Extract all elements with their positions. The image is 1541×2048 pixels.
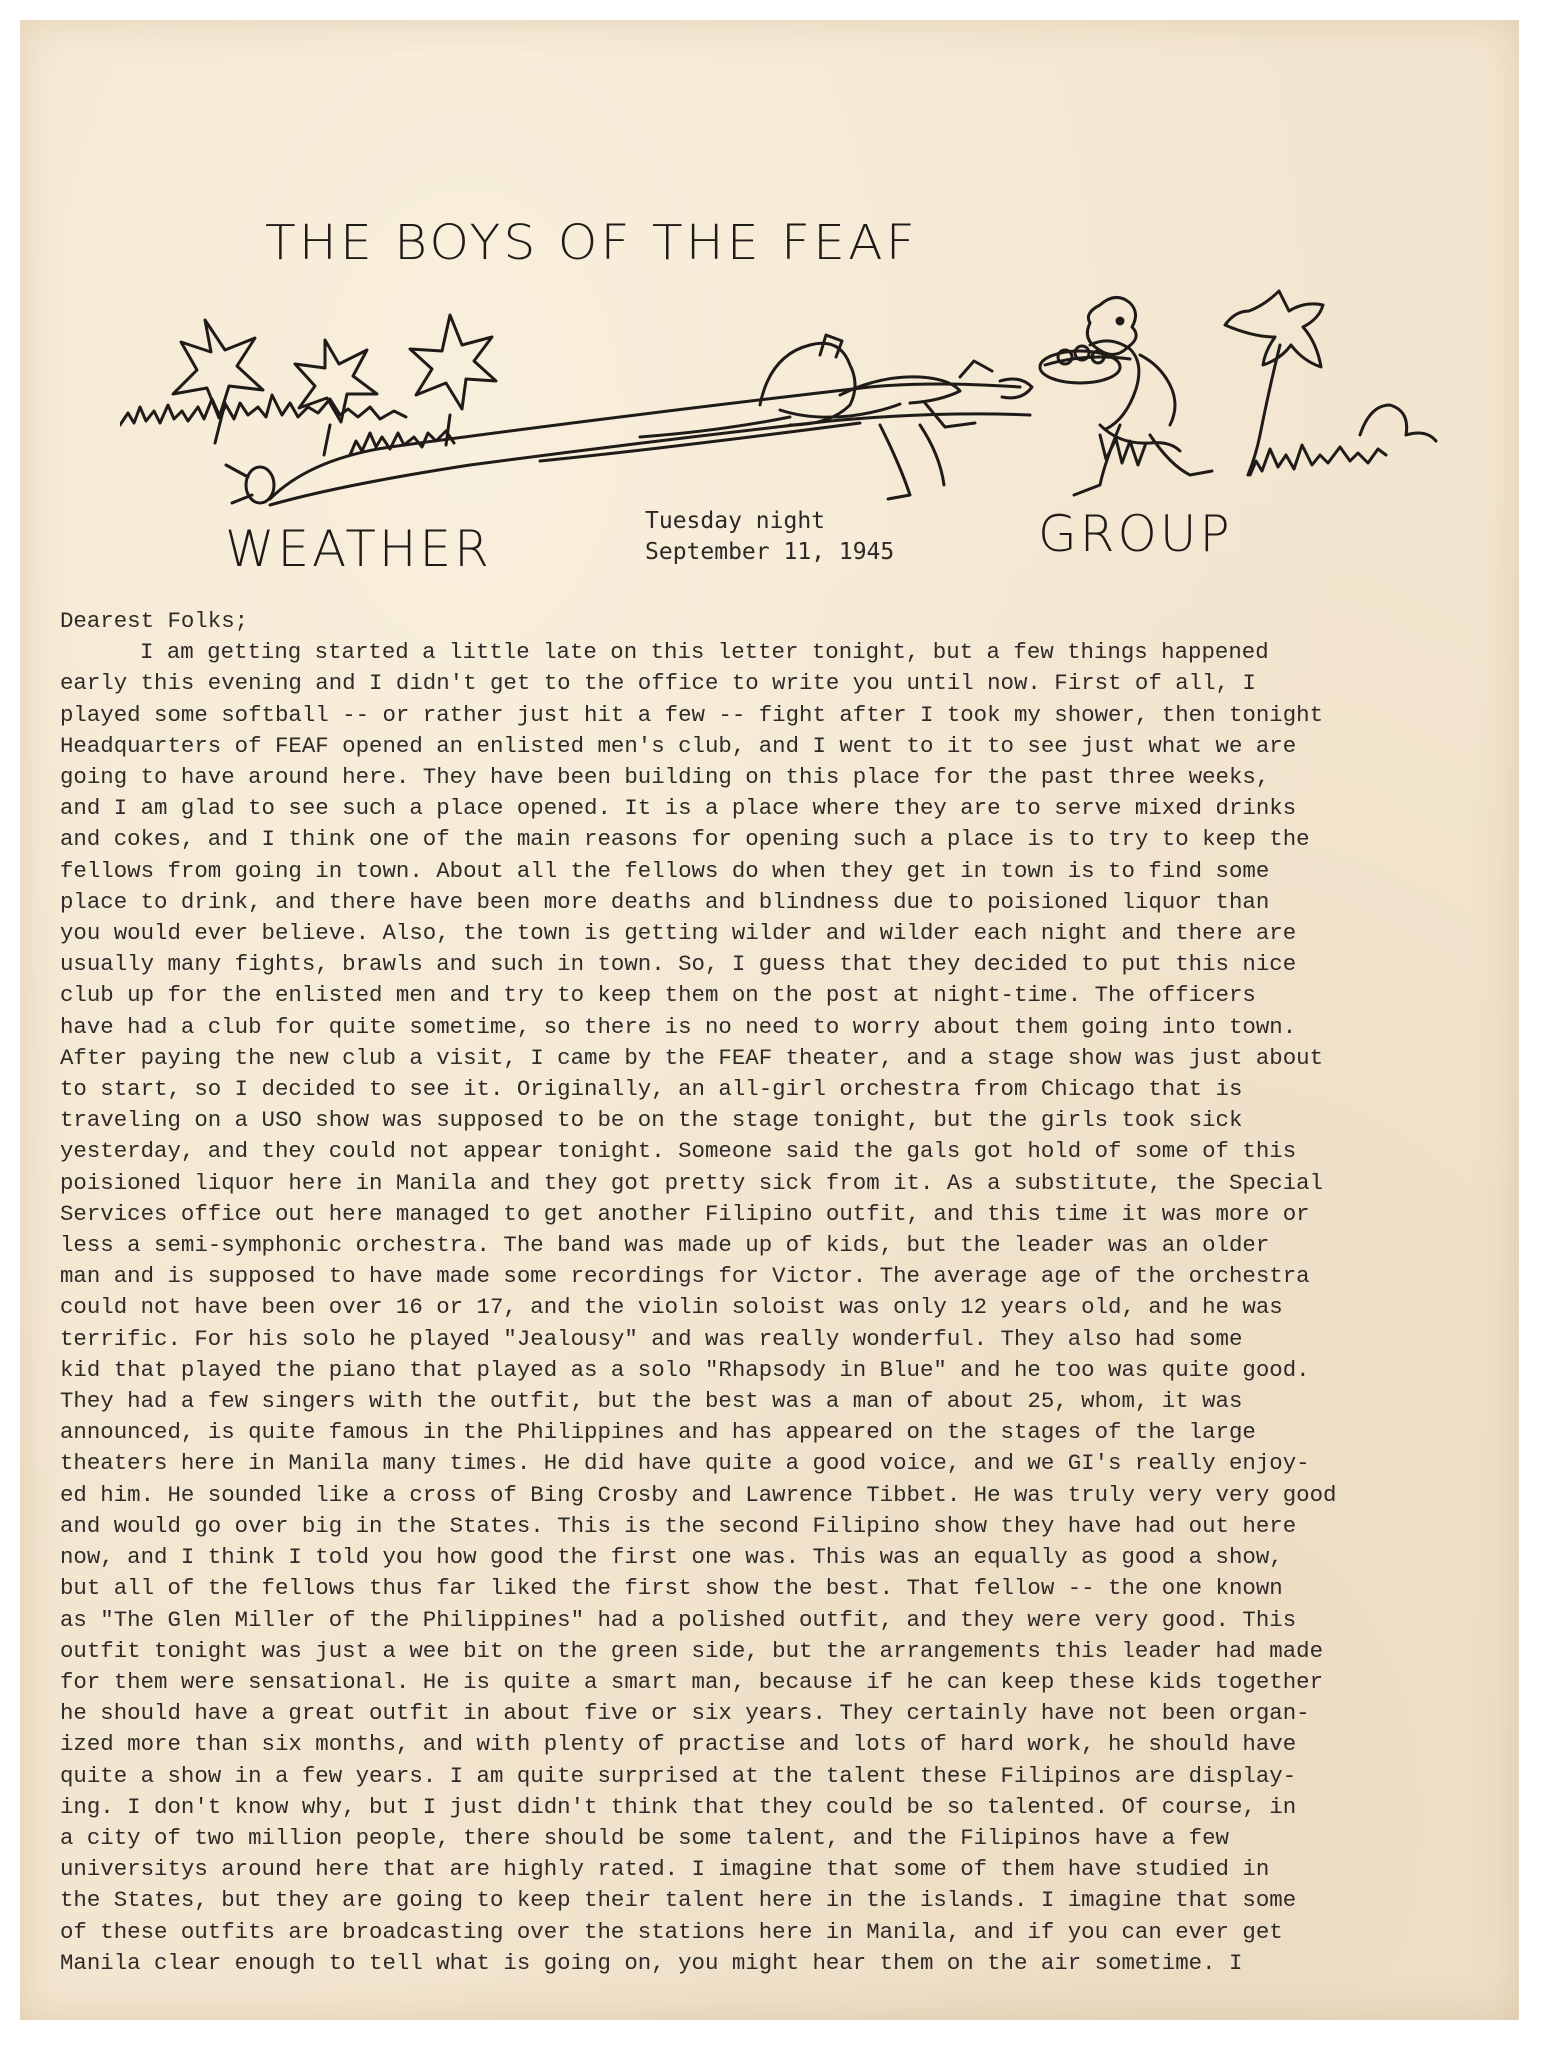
letter-line: traveling on a USO show was supposed to be on the stage tonight, but the girls took sick bbox=[60, 1107, 1243, 1134]
letter-line: of these outfits are broadcasting over the stations here in Manila, and if you can ever get bbox=[60, 1918, 1283, 1945]
letter-line: ing. I don't know why, but I just didn't think that they could be so talented. Of course, in bbox=[60, 1793, 1297, 1820]
letter-line: theaters here in Manila many times. He did have quite a good voice, and we GI's really enjoy- bbox=[60, 1450, 1310, 1477]
letter-line: and I am glad to see such a place opened. It is a place where they are to serve mixed drinks bbox=[60, 795, 1297, 822]
letterhead-weather: WEATHER bbox=[225, 520, 492, 578]
letter-line: to start, so I decided to see it. Originally, an all-girl orchestra from Chicago that is bbox=[60, 1076, 1243, 1103]
letter-line: yesterday, and they could not appear tonight. Someone said the gals got hold of some of this bbox=[60, 1138, 1297, 1165]
letter-line: Services office out here managed to get another Filipino outfit, and this time it was more or bbox=[60, 1200, 1310, 1227]
letter-line: terrific. For his solo he played "Jealousy" and was really wonderful. They also had some bbox=[60, 1325, 1243, 1352]
letterhead-illustration bbox=[120, 285, 1450, 510]
letter-line: and cokes, and I think one of the main reasons for opening such a place is to try to keep the bbox=[60, 826, 1310, 853]
letter-line: the States, but they are going to keep their talent here in the islands. I imagine that some bbox=[60, 1887, 1297, 1914]
letter-line: he should have a great outfit in about five or six years. They certainly have not been organ- bbox=[60, 1700, 1310, 1727]
letter-line: After paying the new club a visit, I came by the FEAF theater, and a stage show was just about bbox=[60, 1044, 1324, 1071]
letter-body bbox=[60, 606, 1510, 1979]
star-icon bbox=[173, 320, 263, 418]
letter-line: quite a show in a few years. I am quite surprised at the talent these Filipinos are display- bbox=[60, 1762, 1297, 1789]
letter-line: fellows from going in town. About all the fellows do when they get in town is to find some bbox=[60, 857, 1270, 884]
letter-line: Headquarters of FEAF opened an enlisted men's club, and I went to it to see just what we are bbox=[60, 732, 1297, 759]
letterhead-title: THE BOYS OF THE FEAF bbox=[265, 215, 918, 271]
letter-line: early this evening and I didn't get to the office to write you until now. First of all, I bbox=[60, 670, 1256, 697]
letter-line: have had a club for quite sometime, so there is no need to worry about them going into town. bbox=[60, 1013, 1297, 1040]
letter-line: going to have around here. They have been building on this place for the past three weeks, bbox=[60, 764, 1270, 791]
letter-line: could not have been over 16 or 17, and the violin soloist was only 12 years old, and he was bbox=[60, 1294, 1283, 1321]
letter-line: universitys around here that are highly rated. I imagine that some of them have studied in bbox=[60, 1856, 1270, 1883]
date-line: September 11, 1945 bbox=[645, 539, 895, 565]
dateline bbox=[645, 506, 894, 568]
letter-line: outfit tonight was just a wee bit on the green side, but the arrangements this leader had made bbox=[60, 1637, 1324, 1664]
letter-line: you would ever believe. Also, the town is getting wilder and wilder each night and there are bbox=[60, 920, 1297, 947]
letter-line: club up for the enlisted men and try to keep them on the post at night-time. The officers bbox=[60, 982, 1256, 1009]
letter-line: now, and I think I told you how good the first one was. This was an equally as good a show, bbox=[60, 1544, 1283, 1571]
letter-line: for them were sensational. He is quite a smart man, because if he can keep these kids together bbox=[60, 1668, 1324, 1695]
letter-line: usually many fights, brawls and such in town. So, I guess that they decided to put this nice bbox=[60, 951, 1297, 978]
letterhead-group: GROUP bbox=[1038, 505, 1233, 563]
letter-line: kid that played the piano that played as a solo "Rhapsody in Blue" and he too was quite good. bbox=[60, 1356, 1310, 1383]
letter-line: poisioned liquor here in Manila and they got pretty sick from it. As a substitute, the Special bbox=[60, 1169, 1324, 1196]
letter-line: as "The Glen Miller of the Philippines" had a polished outfit, and they were very good. This bbox=[60, 1606, 1297, 1633]
letter-line: man and is supposed to have made some recordings for Victor. The average age of the orchestra bbox=[60, 1263, 1310, 1290]
letter-line: and would go over big in the States. This is the second Filipino show they have had out here bbox=[60, 1512, 1297, 1539]
letter-line: played some softball -- or rather just hit a few -- fight after I took my shower, then tonight bbox=[60, 701, 1324, 728]
letter-line: ed him. He sounded like a cross of Bing Crosby and Lawrence Tibbet. He was truly very very good bbox=[60, 1481, 1337, 1508]
letter-line: announced, is quite famous in the Philippines and has appeared on the stages of the large bbox=[60, 1419, 1256, 1446]
letter-line: ized more than six months, and with plenty of practise and lots of hard work, he should have bbox=[60, 1731, 1297, 1758]
letter-line: a city of two million people, there should be some talent, and the Filipinos have a few bbox=[60, 1824, 1229, 1851]
letter-line: place to drink, and there have been more deaths and blindness due to poisioned liquor than bbox=[60, 888, 1270, 915]
day-line: Tuesday night bbox=[645, 508, 826, 534]
letter-line: They had a few singers with the outfit, but the best was a man of about 25, whom, it was bbox=[60, 1388, 1243, 1415]
letter-line: Manila clear enough to tell what is going on, you might hear them on the air sometime. I bbox=[60, 1949, 1243, 1976]
letter-line: less a semi-symphonic orchestra. The band was made up of kids, but the leader was an older bbox=[60, 1232, 1270, 1259]
letter-line: but all of the fellows thus far liked the first show the best. That fellow -- the one known bbox=[60, 1575, 1283, 1602]
letter-line: I am getting started a little late on this letter tonight, but a few things happened bbox=[140, 639, 1269, 666]
salutation: Dearest Folks; bbox=[60, 608, 249, 634]
star-icon bbox=[410, 315, 496, 409]
